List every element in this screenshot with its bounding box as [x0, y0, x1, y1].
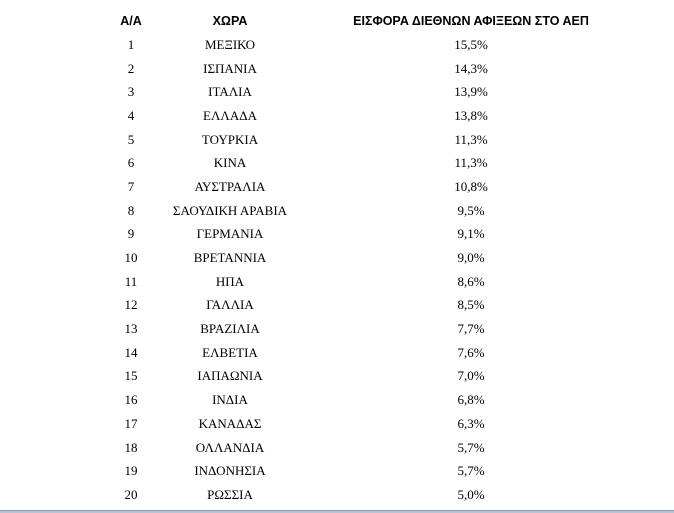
cell-country: ΓΑΛΛΙΑ: [206, 297, 254, 313]
cell-contribution: 5,7%: [457, 439, 485, 455]
cell-contribution: 5,0%: [457, 486, 485, 502]
cell-contribution: 14,3%: [454, 60, 488, 76]
cell-index: 17: [124, 415, 138, 431]
table-row: [94, 436, 650, 460]
cell-contribution: 11,3%: [454, 131, 488, 147]
cell-country: ΑΥΣΤΡΑΛΙΑ: [194, 178, 266, 194]
table-row: [94, 80, 650, 104]
cell-contribution: 13,9%: [454, 84, 488, 100]
cell-country: ΣΑΟΥΔΙΚΗ ΑΡΑΒΙΑ: [172, 202, 288, 218]
table-row: [94, 459, 650, 483]
cell-contribution: 9,1%: [457, 226, 485, 242]
cell-contribution: 8,6%: [457, 273, 485, 289]
cell-contribution: 10,8%: [454, 178, 488, 194]
cell-country: ΙΝΔΙΑ: [212, 392, 248, 408]
cell-index: 9: [127, 226, 135, 242]
table-row: [94, 412, 650, 436]
header-row: [94, 8, 650, 33]
cell-country: ΙΑΠΑΩΝΙΑ: [197, 368, 263, 384]
cell-index: 2: [127, 60, 135, 76]
table-row: [94, 57, 650, 81]
table-row: [94, 33, 650, 57]
cell-contribution: 7,0%: [457, 368, 485, 384]
cell-country: ΒΡΑΖΙΛΙΑ: [200, 321, 260, 337]
table-row: [94, 104, 650, 128]
table-row: [94, 151, 650, 175]
cell-country: ΜΕΞΙΚΟ: [204, 36, 256, 52]
cell-contribution: 7,7%: [457, 321, 485, 337]
cell-country: ΗΠΑ: [215, 273, 245, 289]
table-row: [94, 483, 650, 507]
cell-index: 5: [127, 131, 135, 147]
cell-country: ΙΝΔΟΝΗΣΙΑ: [194, 463, 266, 479]
header-contribution: ΕΙΣΦΟΡΑ ΔΙΕΘΝΩΝ ΑΦΙΞΕΩΝ ΣΤΟ ΑΕΠ: [353, 13, 589, 28]
cell-index: 7: [127, 178, 135, 194]
cell-contribution: 9,5%: [457, 202, 485, 218]
table-row: [94, 365, 650, 389]
cell-country: ΙΤΑΛΙΑ: [208, 84, 252, 100]
table-body: [94, 33, 650, 507]
cell-index: 16: [124, 392, 138, 408]
table-row: [94, 317, 650, 341]
cell-index: 14: [124, 344, 138, 360]
table-row: [94, 175, 650, 199]
cell-contribution: 9,0%: [457, 250, 485, 266]
cell-country: ΒΡΕΤΑΝΝΙΑ: [193, 250, 267, 266]
table-header: [94, 8, 650, 33]
cell-index: 11: [124, 273, 138, 289]
cell-index: 1: [127, 36, 135, 52]
cell-country: ΕΛΛΑΔΑ: [203, 107, 257, 123]
table-row: [94, 388, 650, 412]
cell-country: ΤΟΥΡΚΙΑ: [201, 131, 259, 147]
cell-index: 12: [124, 297, 138, 313]
cell-index: 8: [127, 202, 135, 218]
table-row: [94, 294, 650, 318]
cell-index: 13: [124, 321, 138, 337]
header-index: Α/Α: [120, 13, 142, 28]
table-row: [94, 199, 650, 223]
cell-index: 3: [127, 84, 135, 100]
table-row: [94, 128, 650, 152]
cell-index: 19: [124, 463, 138, 479]
cell-index: 20: [124, 486, 138, 502]
table-row: [94, 246, 650, 270]
cell-contribution: 15,5%: [454, 36, 488, 52]
cell-index: 18: [124, 439, 138, 455]
cell-contribution: 6,3%: [457, 415, 485, 431]
table-row: [94, 270, 650, 294]
cell-index: 10: [124, 250, 138, 266]
cell-country: ΕΛΒΕΤΙΑ: [202, 344, 258, 360]
cell-country: ΙΣΠΑΝΙΑ: [203, 60, 257, 76]
cell-country: ΡΩΣΣΙΑ: [207, 486, 253, 502]
cell-index: 4: [127, 107, 135, 123]
cell-contribution: 13,8%: [454, 107, 488, 123]
cell-contribution: 11,3%: [454, 155, 488, 171]
cell-contribution: 6,8%: [457, 392, 485, 408]
cell-country: ΟΛΛΑΝΔΙΑ: [195, 439, 265, 455]
cell-contribution: 5,7%: [457, 463, 485, 479]
cell-index: 15: [124, 368, 138, 384]
cell-contribution: 7,6%: [457, 344, 485, 360]
cell-index: 6: [127, 155, 135, 171]
table-row: [94, 341, 650, 365]
cell-country: ΓΕΡΜΑΝΙΑ: [196, 226, 264, 242]
header-country: ΧΩΡΑ: [212, 13, 248, 28]
cell-country: ΚΙΝΑ: [213, 155, 247, 171]
contribution-table: [94, 8, 650, 507]
table-row: [94, 223, 650, 247]
cell-country: ΚΑΝΑΔΑΣ: [198, 415, 262, 431]
cell-contribution: 8,5%: [457, 297, 485, 313]
